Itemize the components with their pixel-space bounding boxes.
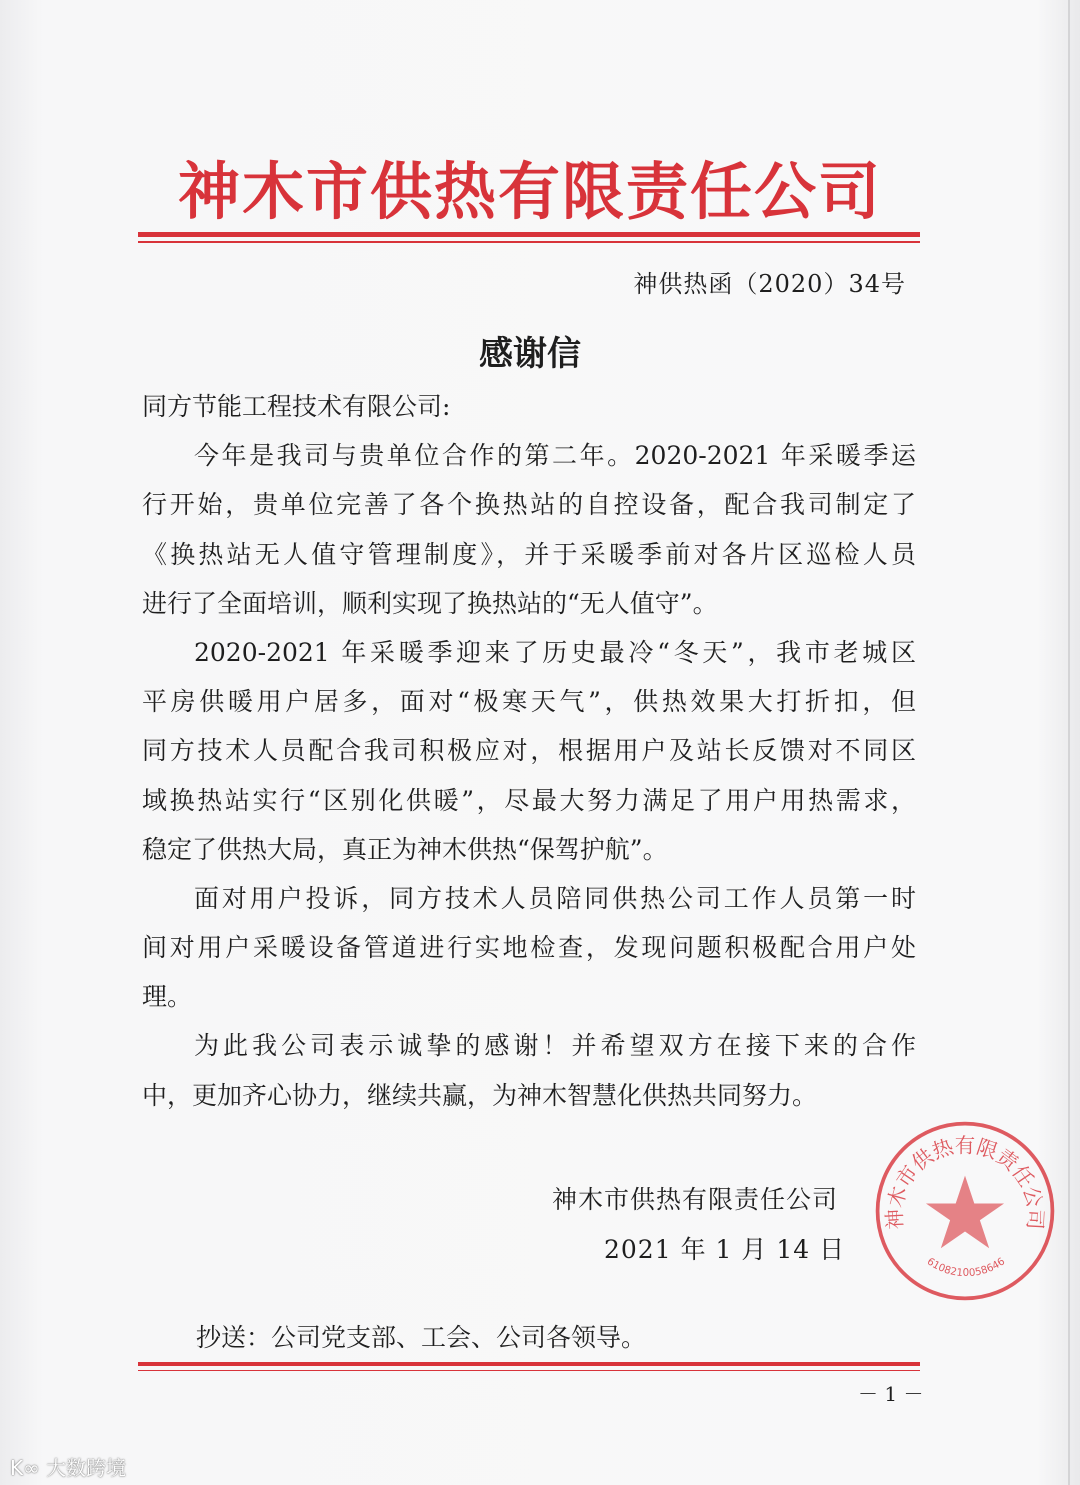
paragraph-line: 为此我公司表示诚挚的感谢！并希望双方在接下来的合作 xyxy=(194,1031,916,1061)
seal-text: 神木市供热有限责任公司 xyxy=(882,1133,1048,1231)
watermark xyxy=(10,1452,126,1481)
seal-number: 6108210058646 xyxy=(924,1256,1008,1280)
addressee: 同方节能工程技术有限公司: xyxy=(142,392,451,421)
watermark-text: 大数跨境 xyxy=(46,1456,127,1480)
letterhead-company: 神木市供热有限责任公司 xyxy=(177,155,882,228)
letterhead-rule xyxy=(138,232,920,237)
paragraph-line: 域换热站实行“区别化供暖”，尽最大努力满足了用户用热需求， xyxy=(142,785,916,815)
paragraph-line: 行开始，贵单位完善了各个换热站的自控设备，配合我司制定了 xyxy=(142,490,916,520)
paragraph-line: 2020-2021 年采暖季迎来了历史最冷“冬天”，我市老城区 xyxy=(194,637,916,667)
paragraph-line: 平房供暖用户居多，面对“极寒天气”，供热效果大打折扣，但 xyxy=(142,687,916,717)
page-number: － 1 － xyxy=(858,1382,924,1406)
paragraph-line: 稳定了供热大局，真正为神木供热“保驾护航”。 xyxy=(142,834,668,864)
cc-list: 抄送：公司党支部、工会、公司各领导。 xyxy=(196,1323,647,1352)
watermark-logo-icon: K∞ xyxy=(10,1456,47,1480)
paragraph-line: 面对用户投诉，同方技术人员陪同供热公司工作人员第一时 xyxy=(194,883,916,913)
footer-rule xyxy=(138,1362,920,1366)
star-icon xyxy=(926,1176,1004,1249)
letterhead-rule-thin xyxy=(138,241,920,243)
paragraph-line: 今年是我司与贵单位合作的第二年。2020-2021 年采暖季运 xyxy=(194,441,916,471)
paragraph-line: 间对用户采暖设备管道进行实地检查，发现问题积极配合用户处 xyxy=(142,933,916,963)
paragraph-line: 理。 xyxy=(142,982,193,1012)
paragraphs xyxy=(142,436,916,1125)
letter-date: 2021 年 1 月 14 日 xyxy=(604,1235,846,1264)
paragraph-line: 同方技术人员配合我司积极应对，根据用户及站长反馈对不同区 xyxy=(142,736,916,766)
paragraph-line: 进行了全面培训，顺利实现了换热站的“无人值守”。 xyxy=(142,588,718,618)
page-edge xyxy=(1068,0,1070,1485)
letter-body xyxy=(142,387,916,1125)
letter-heading: 感谢信 xyxy=(479,334,581,374)
paragraph-line: 中，更加齐心协力，继续共赢，为神木智慧化供热共同努力。 xyxy=(142,1080,818,1110)
paragraph-line: 《换热站无人值守管理制度》，并于采暖季前对各片区巡检人员 xyxy=(142,539,916,569)
reference-number: 神供热函（2020）34号 xyxy=(633,270,906,298)
svg-text:6108210058646 xyxy=(925,1256,1007,1279)
signature-company: 神木市供热有限责任公司 xyxy=(552,1185,839,1214)
footer-rule-thin xyxy=(138,1370,920,1371)
company-seal xyxy=(872,1118,1058,1304)
